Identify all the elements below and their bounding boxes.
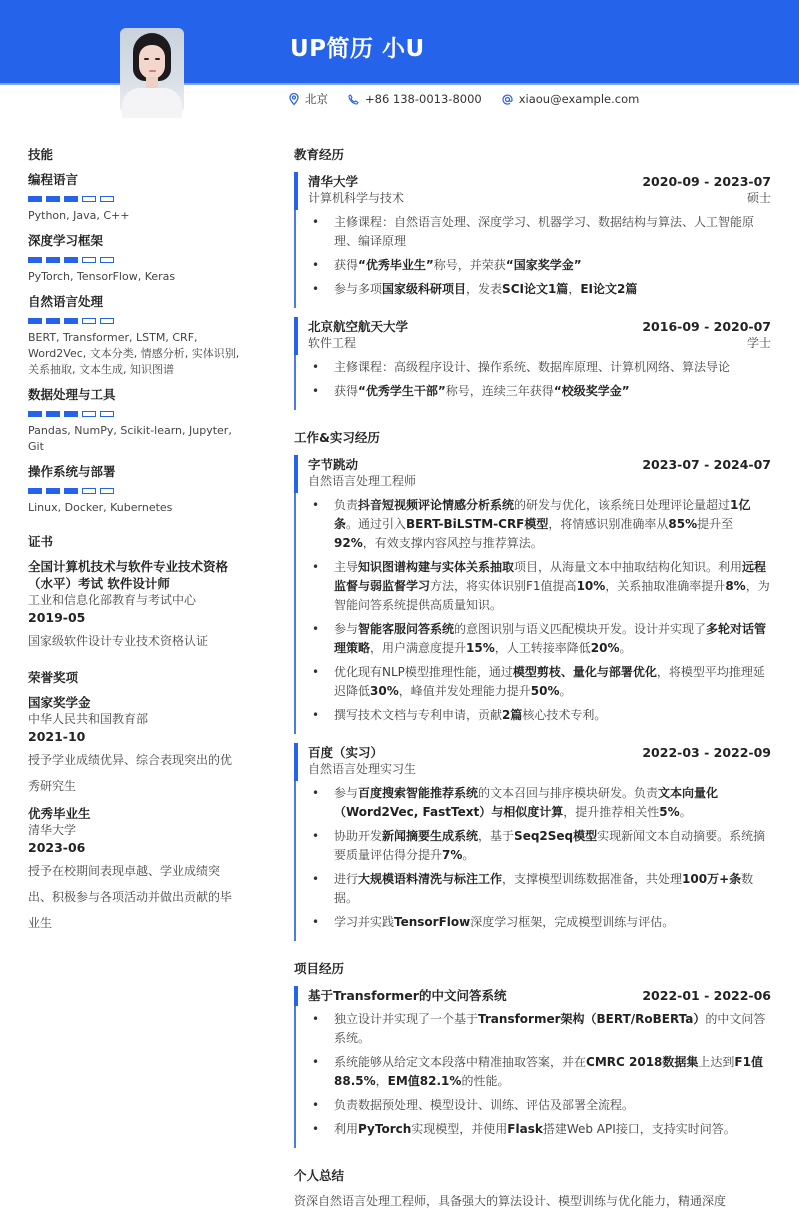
bullet-list (308, 784, 771, 941)
bullet-item: • 参与智能客服问答系统的意图识别与语义匹配模块开发。设计并实现了多轮对话管理策略，用户满意度提升15%，人工转接率降低20%。 (308, 620, 771, 658)
major: 软件工程 (308, 336, 357, 350)
work-entry (294, 455, 771, 734)
education-entry (294, 317, 771, 410)
degree: 硕士 (746, 191, 771, 205)
profile-photo (120, 28, 184, 113)
education-entry (294, 172, 771, 308)
location-pin-icon (289, 93, 299, 105)
bullet-item: • 独立设计并实现了一个基于Transformer架构（BERT/RoBERTa）的中文问答系统。 (308, 1010, 771, 1048)
skill-detail: BERT, Transformer, LSTM, CRF, Word2Vec, 文本分类, 情感分析, 实体识别, 关系抽取, 文本生成, 知识图谱 (28, 331, 240, 376)
honor-name: 国家奖学金 (28, 695, 91, 710)
skills-heading: 技能 (28, 147, 54, 162)
skill-detail: Python, Java, C++ (28, 209, 130, 222)
certificate-description: 国家级软件设计专业技术资格认证 (28, 634, 209, 648)
email-link[interactable]: xiaou@example.com (518, 92, 640, 106)
bullet-item: • 系统能够从给定文本段落中精准抽取答案，并在CMRC 2018数据集上达到F1值88.5%，EM值82.1%的性能。 (308, 1053, 771, 1091)
job-role: 自然语言处理实习生 (308, 762, 417, 776)
honor-description: 授予在校期间表现卓越、学业成绩突出、积极参与各项活动并做出贡献的毕业生 (28, 864, 233, 930)
certificate-item (28, 558, 243, 654)
timeline-rail (294, 455, 296, 734)
location-text: 北京 (305, 92, 328, 106)
honor-description: 授予学业成绩优异、综合表现突出的优秀研究生 (28, 753, 233, 793)
bullet-item: • 负责抖音短视频评论情感分析系统的研发与优化，该系统日处理评论量超过1亿条。通过引入BERT-BiLSTM-CRF模型，将情感识别准确率从85%提升至92%，有效支撑内容风控与推荐算法。 (308, 496, 771, 553)
candidate-name: UP简历 小U (290, 36, 425, 62)
bullet-list (308, 213, 771, 308)
skill-item (28, 385, 243, 455)
skill-level-bar (28, 257, 243, 263)
skill-item (28, 292, 243, 378)
contact-email (502, 92, 640, 106)
contact-location (289, 91, 328, 107)
right-column (294, 145, 771, 1210)
contact-phone (348, 92, 482, 106)
honor-item (28, 694, 243, 799)
summary-text: 资深自然语言处理工程师，具备强大的算法设计、模型训练与优化能力，精通深度 (294, 1194, 727, 1208)
projects-heading: 项目经历 (294, 961, 345, 976)
honor-date: 2023-06 (28, 840, 86, 855)
bullet-item: • 学习并实践TensorFlow深度学习框架，完成模型训练与评估。 (308, 913, 771, 932)
summary-heading: 个人总结 (294, 1168, 345, 1183)
work-heading: 工作&实习经历 (294, 430, 380, 445)
skill-level-bar (28, 318, 243, 324)
date-range: 2022-03 - 2022-09 (642, 745, 771, 760)
bullet-item: • 优化现有NLP模型推理性能，通过模型剪枝、量化与部署优化，将模型平均推理延迟降低30%，峰值并发处理能力提升50%。 (308, 663, 771, 701)
contact-bar (289, 91, 659, 107)
project-name: 基于Transformer的中文问答系统 (308, 988, 507, 1003)
bullet-item: • 获得“优秀毕业生”称号，并荣获“国家奖学金” (308, 256, 771, 275)
skill-item (28, 170, 243, 224)
work-entry (294, 743, 771, 941)
bullet-list (308, 1010, 771, 1148)
bullet-item: • 协助开发新闻摘要生成系统，基于Seq2Seq模型实现新闻文本自动摘要。系统摘要质量评估得分提升7%。 (308, 827, 771, 865)
education-heading: 教育经历 (294, 147, 345, 162)
honor-name: 优秀毕业生 (28, 806, 91, 821)
timeline-rail (294, 986, 296, 1148)
job-role: 自然语言处理工程师 (308, 474, 417, 488)
timeline-marker (294, 986, 298, 1006)
date-range: 2023-07 - 2024-07 (642, 457, 771, 472)
certificate-issuer: 工业和信息化部教育与考试中心 (28, 593, 197, 607)
certificate-date: 2019-05 (28, 610, 86, 625)
bullet-item: • 获得“优秀学生干部”称号，连续三年获得“校级奖学金” (308, 382, 771, 401)
skill-level-bar (28, 196, 243, 202)
company-name: 百度（实习） (308, 745, 384, 760)
bullet-item: • 撰写技术文档与专利申请，贡献2篇核心技术专利。 (308, 706, 771, 725)
bullet-item: • 负责数据预处理、模型设计、训练、评估及部署全流程。 (308, 1096, 771, 1115)
left-column (28, 145, 243, 936)
skill-item (28, 231, 243, 285)
bullet-item: • 主修课程：自然语言处理、深度学习、机器学习、数据结构与算法、人工智能原理、编译原理 (308, 213, 771, 251)
degree: 学士 (746, 336, 771, 350)
skill-item (28, 462, 243, 516)
email-at-icon (502, 94, 513, 105)
company-name: 字节跳动 (308, 457, 359, 472)
honor-date: 2021-10 (28, 729, 86, 744)
honor-issuer: 中华人民共和国教育部 (28, 712, 149, 726)
bullet-item: • 参与百度搜索智能推荐系统的文本召回与排序模块研发。负责文本向量化（Word2Vec, FastText）与相似度计算，提升推荐相关性5%。 (308, 784, 771, 822)
skill-detail: Pandas, NumPy, Scikit-learn, Jupyter, Git (28, 424, 232, 453)
bullet-item: • 参与多项国家级科研项目，发表SCI论文1篇，EI论文2篇 (308, 280, 771, 299)
date-range: 2020-09 - 2023-07 (642, 174, 771, 189)
timeline-marker (294, 317, 298, 355)
certificates-heading: 证书 (28, 534, 54, 549)
skill-level-bar (28, 411, 243, 417)
date-range: 2016-09 - 2020-07 (642, 319, 771, 334)
bullet-item: • 主导知识图谱构建与实体关系抽取项目，从海量文本中抽取结构化知识。利用远程监督与弱监督学习方法，将实体识别F1值提高10%，关系抽取准确率提升8%，为智能问答系统提供高质量知识。 (308, 558, 771, 615)
skill-detail: PyTorch, TensorFlow, Keras (28, 270, 176, 283)
phone-text: +86 138-0013-8000 (365, 92, 482, 106)
honor-item (28, 805, 243, 936)
skill-name: 编程语言 (28, 172, 79, 187)
timeline-marker (294, 743, 298, 781)
project-entry (294, 986, 771, 1148)
school-name: 清华大学 (308, 174, 359, 189)
school-name: 北京航空航天大学 (308, 319, 409, 334)
skill-name: 深度学习框架 (28, 233, 104, 248)
honor-issuer: 清华大学 (28, 823, 77, 837)
skill-name: 自然语言处理 (28, 294, 104, 309)
bullet-item: • 利用PyTorch实现模型，并使用Flask搭建Web API接口，支持实时问答。 (308, 1120, 771, 1139)
date-range: 2022-01 - 2022-06 (642, 988, 771, 1003)
timeline-marker (294, 455, 298, 493)
certificate-name: 全国计算机技术与软件专业技术资格（水平）考试 软件设计师 (28, 559, 229, 591)
honors-heading: 荣誉奖项 (28, 670, 79, 685)
timeline-marker (294, 172, 298, 210)
skill-level-bar (28, 488, 243, 494)
bullet-list (308, 358, 771, 410)
skill-name: 数据处理与工具 (28, 387, 116, 402)
phone-icon (348, 94, 359, 105)
skill-detail: Linux, Docker, Kubernetes (28, 501, 173, 514)
skill-name: 操作系统与部署 (28, 464, 116, 479)
bullet-item: • 进行大规模语料清洗与标注工作，支撑模型训练数据准备，共处理100万+条数据。 (308, 870, 771, 908)
major: 计算机科学与技术 (308, 191, 405, 205)
bullet-list (308, 496, 771, 734)
bullet-item: • 主修课程：高级程序设计、操作系统、数据库原理、计算机网络、算法导论 (308, 358, 771, 377)
